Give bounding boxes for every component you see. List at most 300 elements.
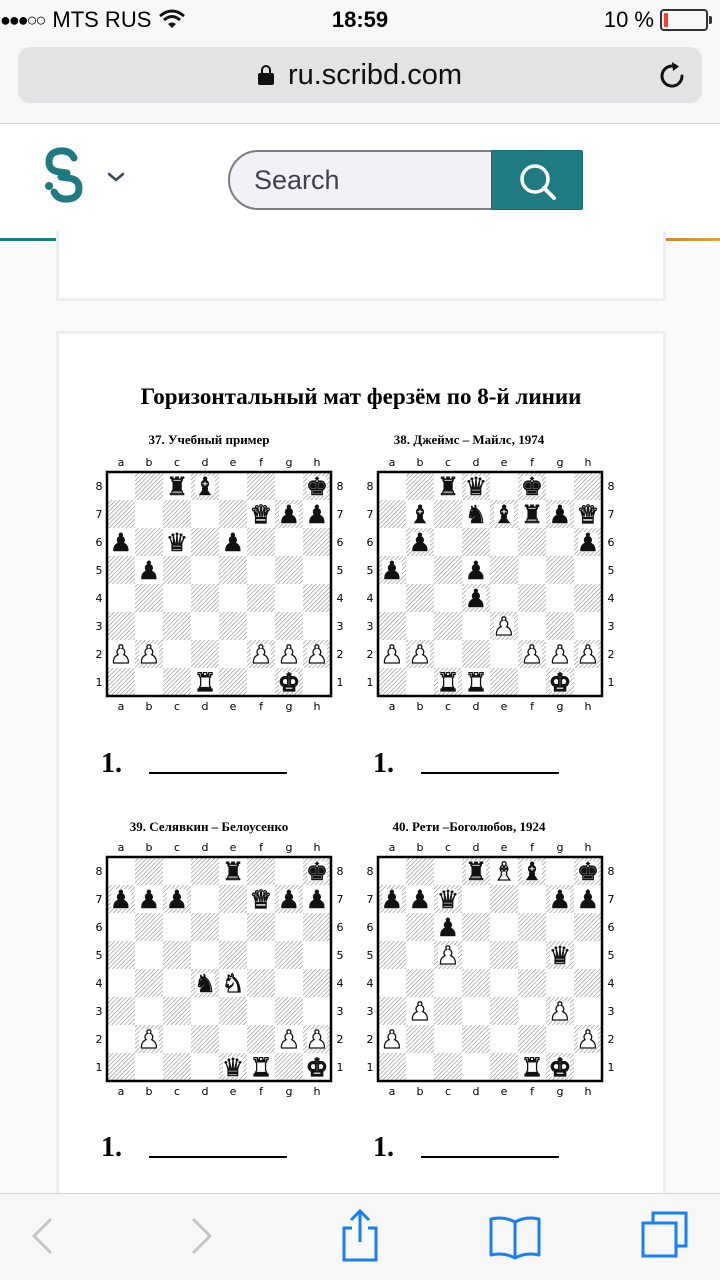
light-square [462,997,490,1025]
black-king-icon: ♚ [520,472,544,501]
dark-square [303,584,331,612]
dark-square [406,857,434,885]
file-label: h [584,841,592,854]
file-label: g [285,700,293,713]
battery-percent: 10 % [603,7,654,32]
light-square [303,997,331,1025]
dark-square [191,913,219,941]
rank-label: 6 [336,921,344,934]
chevron-down-icon[interactable] [106,170,126,184]
light-square [163,584,191,612]
file-label: a [388,1085,396,1098]
file-label: g [285,841,293,854]
black-pawn-icon: ♟ [380,885,404,914]
white-rook-icon: ♜ [520,1053,544,1082]
dark-square [406,913,434,941]
black-pawn-icon: ♟ [109,885,133,914]
file-label: g [556,1085,564,1098]
dark-square [546,612,574,640]
battery-level [664,13,668,27]
dark-square [247,528,275,556]
file-label: d [201,841,209,854]
black-bishop-icon: ♝ [520,857,544,886]
rank-label: 7 [95,508,103,521]
dark-square [434,997,462,1025]
dark-square [490,1053,518,1081]
light-square [135,997,163,1025]
light-square [434,969,462,997]
light-square [191,997,219,1025]
light-square [247,556,275,584]
light-square [378,472,406,500]
scribd-logo-icon[interactable] [40,146,88,204]
light-square [574,612,602,640]
rank-label: 2 [366,648,374,661]
search-button[interactable] [491,150,583,210]
file-label: c [173,700,181,713]
reload-icon[interactable] [656,59,688,91]
rank-label: 2 [95,648,103,661]
rank-label: 5 [366,564,374,577]
dark-square [135,913,163,941]
light-square [574,941,602,969]
white-rook-icon: ♜ [193,668,217,697]
file-label: g [556,456,564,469]
rank-label: 3 [336,620,344,633]
light-square [191,556,219,584]
light-square [163,969,191,997]
dark-square [107,997,135,1025]
file-label: e [229,700,237,713]
black-king-icon: ♚ [305,857,329,886]
light-square [406,941,434,969]
dark-square [434,1053,462,1081]
dark-square [574,913,602,941]
file-label: c [173,1085,181,1098]
dark-square [434,500,462,528]
light-square [219,640,247,668]
dark-square [163,556,191,584]
white-pawn-icon: ♟ [576,1025,600,1054]
light-square [163,857,191,885]
light-square [275,857,303,885]
light-square [275,584,303,612]
black-pawn-icon: ♟ [464,584,488,613]
page-title: Горизонтальный мат ферзём по 8-й линии [140,384,582,409]
rank-label: 3 [95,620,103,633]
black-pawn-icon: ♟ [221,528,245,557]
dark-square [163,1053,191,1081]
black-pawn-icon: ♟ [548,500,572,529]
light-square [107,472,135,500]
dark-square [163,500,191,528]
white-queen-icon: ♛ [576,500,600,529]
light-square [135,668,163,696]
white-pawn-icon: ♟ [137,1025,161,1054]
dark-square [490,941,518,969]
dark-square [490,668,518,696]
rank-label: 7 [336,508,344,521]
dark-square [219,885,247,913]
dark-square [406,1025,434,1053]
black-pawn-icon: ♟ [408,885,432,914]
rank-label: 4 [607,592,615,605]
black-knight-icon: ♞ [193,969,217,998]
dark-square [378,668,406,696]
black-pawn-icon: ♟ [436,913,460,942]
dark-square [303,969,331,997]
light-square [135,612,163,640]
rank-label: 4 [336,977,344,990]
search-input[interactable] [228,150,496,210]
file-label: d [201,456,209,469]
white-pawn-icon: ♟ [305,1025,329,1054]
status-bar [0,0,720,40]
dark-square [490,997,518,1025]
dark-square [191,640,219,668]
search-icon [518,163,558,201]
battery-icon [660,9,708,31]
dark-square [378,612,406,640]
answer-blank [421,772,559,774]
dark-square [135,584,163,612]
rank-label: 8 [336,865,344,878]
file-label: d [472,841,480,854]
dark-square [275,1053,303,1081]
file-label: f [259,1085,263,1098]
diagram-caption: 39. Селявкин – Белоусенко [129,819,289,834]
file-label: h [313,456,321,469]
rank-label: 1 [95,676,103,689]
dark-square [546,556,574,584]
file-label: g [556,841,564,854]
dark-square [191,584,219,612]
white-pawn-icon: ♟ [436,941,460,970]
rank-label: 1 [366,676,374,689]
rank-label: 6 [336,536,344,549]
black-rook-icon: ♜ [520,500,544,529]
dark-square [462,1025,490,1053]
light-square [462,885,490,913]
browser-chrome [0,40,720,124]
diagram-caption: 38. Джеймс – Майлс, 1974 [393,432,545,447]
rank-label: 8 [95,480,103,493]
file-label: a [117,700,125,713]
white-pawn-icon: ♟ [548,997,572,1026]
light-square [163,1025,191,1053]
light-square [574,997,602,1025]
light-square [518,941,546,969]
dark-square [135,472,163,500]
address-bar[interactable] [18,47,702,103]
rank-label: 7 [95,893,103,906]
document-viewer[interactable] [0,241,720,1193]
clock: 18:59 [331,7,389,32]
black-pawn-icon: ♟ [277,500,301,529]
white-rook-icon: ♜ [464,668,488,697]
dark-square [107,612,135,640]
file-label: e [229,1085,237,1098]
file-label: d [472,1085,480,1098]
white-pawn-icon: ♟ [137,640,161,669]
light-square [275,528,303,556]
answer-number: 1. [101,748,122,779]
file-label: g [285,1085,293,1098]
black-rook-icon: ♜ [464,857,488,886]
file-label: e [500,456,508,469]
light-square [490,584,518,612]
black-pawn-icon: ♟ [109,528,133,557]
light-square [462,1053,490,1081]
light-square [462,941,490,969]
file-label: b [416,700,424,713]
dark-square [303,528,331,556]
answer-number: 1. [101,1132,122,1163]
file-label: h [584,1085,592,1098]
rank-label: 3 [336,1005,344,1018]
black-rook-icon: ♜ [436,472,460,501]
rank-label: 4 [95,977,103,990]
dark-square [518,584,546,612]
file-label: h [313,700,321,713]
light-square [518,885,546,913]
dark-square [434,556,462,584]
dark-square [275,612,303,640]
dark-square [247,913,275,941]
answer-blank [149,1156,287,1158]
black-pawn-icon: ♟ [165,885,189,914]
file-label: b [145,841,153,854]
light-square [406,1053,434,1081]
bookmarks-icon[interactable] [488,1214,542,1260]
tabs-icon[interactable] [640,1210,690,1260]
light-square [434,528,462,556]
file-label: b [145,456,153,469]
dark-square [462,640,490,668]
light-square [546,857,574,885]
light-square [163,913,191,941]
black-queen-icon: ♛ [464,472,488,501]
dark-square [163,612,191,640]
rank-label: 1 [95,1061,103,1074]
dark-square [107,1053,135,1081]
black-king-icon: ♚ [576,857,600,886]
light-square [490,1025,518,1053]
file-label: f [259,456,263,469]
light-square [135,1053,163,1081]
rank-label: 1 [607,1061,615,1074]
light-square [107,969,135,997]
white-bishop-icon: ♝ [492,857,516,886]
dark-square [247,1025,275,1053]
dark-square [462,969,490,997]
white-pawn-icon: ♟ [492,612,516,641]
rank-label: 4 [607,977,615,990]
light-square [434,857,462,885]
dark-square [490,885,518,913]
white-pawn-icon: ♟ [576,640,600,669]
dark-square [462,528,490,556]
dark-square [219,500,247,528]
black-queen-icon: ♛ [548,941,572,970]
url-display[interactable] [18,59,702,92]
light-square [378,528,406,556]
dark-square [219,556,247,584]
file-label: h [313,841,321,854]
black-pawn-icon: ♟ [576,528,600,557]
dark-square [574,584,602,612]
file-label: f [530,1085,534,1098]
file-label: c [444,700,452,713]
rank-label: 6 [95,921,103,934]
light-square [219,584,247,612]
light-square [574,1053,602,1081]
light-square [219,1025,247,1053]
dark-square [163,668,191,696]
rank-label: 8 [607,480,615,493]
dark-square [163,941,191,969]
dark-square [378,500,406,528]
file-label: a [117,1085,125,1098]
file-label: a [388,456,396,469]
white-queen-icon: ♛ [249,885,273,914]
light-square [462,612,490,640]
light-square [546,913,574,941]
rank-label: 7 [607,508,615,521]
dark-square [163,997,191,1025]
light-square [303,941,331,969]
rank-label: 7 [336,893,344,906]
light-square [247,941,275,969]
white-pawn-icon: ♟ [277,640,301,669]
file-label: b [416,841,424,854]
rank-label: 6 [366,921,374,934]
file-label: c [444,1085,452,1098]
dark-square [107,941,135,969]
answer-number: 1. [373,1132,394,1163]
dark-square [406,472,434,500]
site-header [0,124,720,240]
file-label: c [173,456,181,469]
black-pawn-icon: ♟ [305,500,329,529]
black-rook-icon: ♜ [165,472,189,501]
light-square [135,500,163,528]
black-pawn-icon: ♟ [137,885,161,914]
file-label: e [229,456,237,469]
rank-label: 6 [607,921,615,934]
dark-square [247,857,275,885]
black-knight-icon: ♞ [464,500,488,529]
file-label: b [145,700,153,713]
forward-icon[interactable] [188,1214,216,1258]
dark-square [219,668,247,696]
white-king-icon: ♚ [277,668,301,697]
rank-label: 4 [366,977,374,990]
black-queen-icon: ♛ [436,885,460,914]
white-king-icon: ♚ [305,1053,329,1082]
light-square [546,1025,574,1053]
light-square [518,612,546,640]
dark-square [462,913,490,941]
file-label: f [530,456,534,469]
file-label: a [117,456,125,469]
file-label: a [388,700,396,713]
file-label: b [416,456,424,469]
diagram-caption: 40. Рети –Боголюбов, 1924 [392,819,546,834]
dark-square [247,584,275,612]
light-square [406,612,434,640]
rank-label: 1 [336,1061,344,1074]
light-square [518,668,546,696]
black-rook-icon: ♜ [221,857,245,886]
light-square [107,857,135,885]
dark-square [518,913,546,941]
file-label: b [145,1085,153,1098]
light-square [546,472,574,500]
black-king-icon: ♚ [305,472,329,501]
white-pawn-icon: ♟ [380,640,404,669]
back-icon[interactable] [28,1214,56,1258]
light-square [378,584,406,612]
black-bishop-icon: ♝ [193,472,217,501]
file-label: f [259,700,263,713]
dark-square [219,997,247,1025]
white-queen-icon: ♛ [249,500,273,529]
dark-square [247,969,275,997]
rank-label: 6 [366,536,374,549]
white-king-icon: ♚ [548,1053,572,1082]
status-right [604,7,708,33]
chess-diagram [358,452,618,720]
light-square [107,1025,135,1053]
black-pawn-icon: ♟ [380,556,404,585]
file-label: f [530,700,534,713]
rank-label: 5 [336,564,344,577]
light-square [434,1025,462,1053]
black-queen-icon: ♛ [221,1053,245,1082]
rank-label: 2 [95,1033,103,1046]
black-pawn-icon: ♟ [408,528,432,557]
rank-label: 4 [95,592,103,605]
dark-square [135,528,163,556]
file-label: e [229,841,237,854]
rank-label: 2 [366,1033,374,1046]
file-label: c [444,456,452,469]
rank-label: 3 [366,1005,374,1018]
share-icon[interactable] [338,1208,382,1264]
document-page [56,331,666,1231]
light-square [303,612,331,640]
light-square [378,857,406,885]
light-square [275,472,303,500]
rank-label: 2 [607,648,615,661]
light-square [275,969,303,997]
light-square [247,668,275,696]
file-label: e [500,1085,508,1098]
light-square [191,612,219,640]
chess-diagram [87,837,347,1105]
file-label: h [584,456,592,469]
light-square [275,913,303,941]
rank-label: 3 [607,620,615,633]
light-square [303,556,331,584]
signal-strength: ●●●○○ [0,9,45,30]
file-label: f [530,841,534,854]
light-square [518,997,546,1025]
file-label: c [173,841,181,854]
light-square [135,941,163,969]
light-square [219,472,247,500]
